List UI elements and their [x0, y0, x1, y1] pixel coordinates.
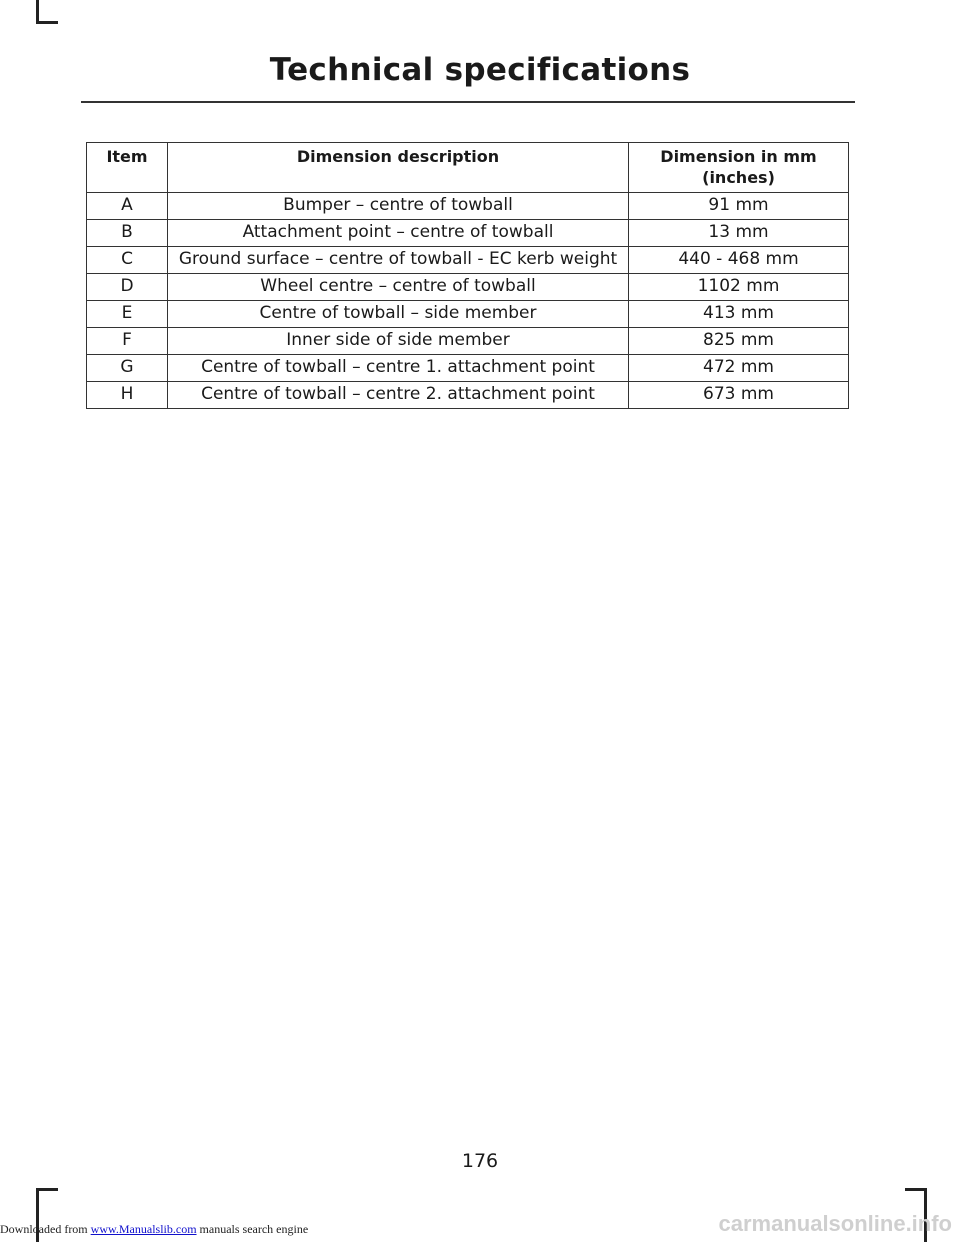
table-row: [87, 301, 849, 328]
cell-dimension: 825 mm: [629, 328, 849, 355]
cell-description: Attachment point – centre of towball: [168, 220, 629, 247]
cell-description: Centre of towball – centre 2. attachment point: [168, 382, 629, 409]
table-row: [87, 328, 849, 355]
cell-item: B: [87, 220, 168, 247]
cell-description: Inner side of side member: [168, 328, 629, 355]
cell-item: F: [87, 328, 168, 355]
manualslib-link[interactable]: www.Manualslib.com: [90, 1222, 197, 1236]
footer-prefix: Downloaded from: [0, 1222, 88, 1236]
table-row: [87, 274, 849, 301]
cell-item: G: [87, 355, 168, 382]
column-header-dimension: Dimension in mm (inches): [629, 143, 849, 193]
table-row: [87, 247, 849, 274]
table-header-row: [87, 143, 849, 193]
column-header-description: Dimension description: [168, 143, 629, 193]
cell-item: C: [87, 247, 168, 274]
table-row: [87, 355, 849, 382]
download-footer: [0, 1222, 308, 1237]
watermark: carmanualsonline.info: [718, 1211, 952, 1236]
crop-mark-top-left-horizontal: [36, 21, 58, 24]
cell-item: A: [87, 193, 168, 220]
cell-item: D: [87, 274, 168, 301]
footer-suffix: manuals search engine: [199, 1222, 309, 1236]
page-title: Technical specifications: [269, 52, 691, 88]
crop-mark-bottom-left-horizontal: [36, 1188, 58, 1191]
column-header-item: Item: [87, 143, 168, 193]
dimension-table: [86, 142, 849, 409]
table-row: [87, 193, 849, 220]
title-divider: [81, 101, 855, 103]
cell-item: H: [87, 382, 168, 409]
table-row: [87, 382, 849, 409]
page-number: 176: [461, 1150, 499, 1172]
cell-dimension: 91 mm: [629, 193, 849, 220]
cell-dimension: 472 mm: [629, 355, 849, 382]
cell-description: Centre of towball – centre 1. attachment point: [168, 355, 629, 382]
cell-dimension: 673 mm: [629, 382, 849, 409]
cell-description: Bumper – centre of towball: [168, 193, 629, 220]
cell-dimension: 13 mm: [629, 220, 849, 247]
cell-description: Ground surface – centre of towball - EC kerb weight: [168, 247, 629, 274]
cell-dimension: 440 - 468 mm: [629, 247, 849, 274]
cell-item: E: [87, 301, 168, 328]
table-row: [87, 220, 849, 247]
cell-dimension: 1102 mm: [629, 274, 849, 301]
cell-dimension: 413 mm: [629, 301, 849, 328]
cell-description: Wheel centre – centre of towball: [168, 274, 629, 301]
cell-description: Centre of towball – side member: [168, 301, 629, 328]
